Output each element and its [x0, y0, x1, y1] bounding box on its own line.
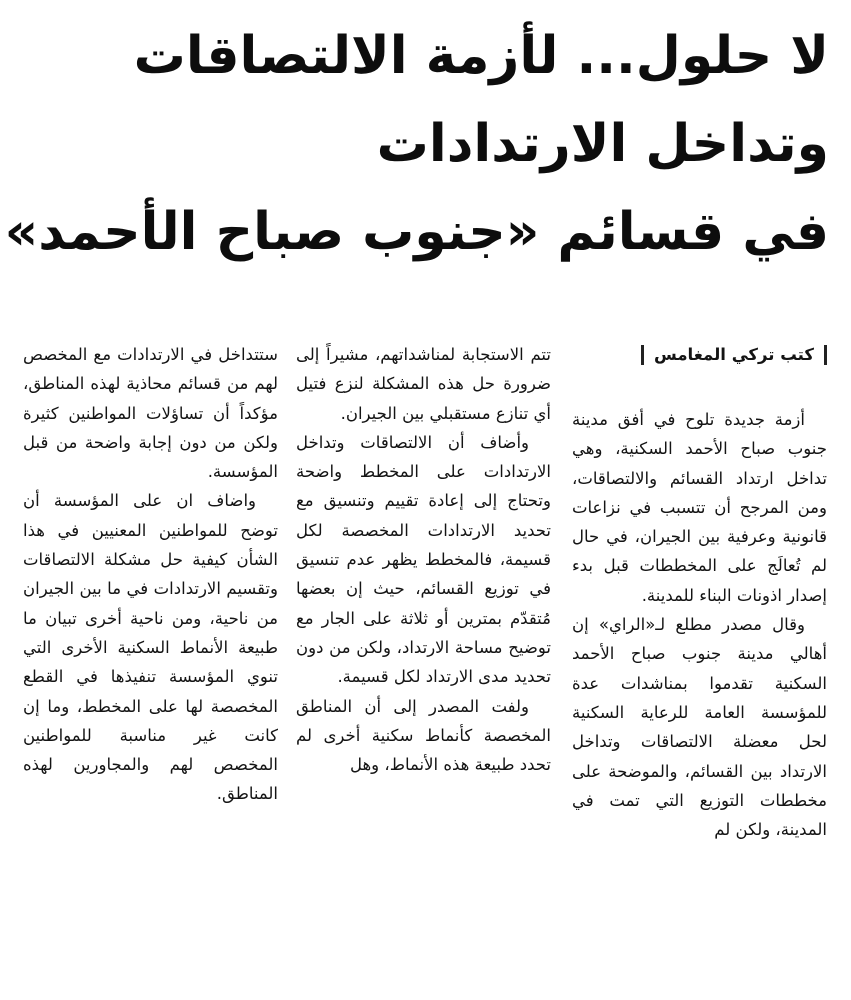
article-column-2	[296, 340, 551, 980]
article-column-3	[23, 340, 278, 980]
headline	[4, 12, 829, 276]
paragraph: تتم الاستجابة لمناشداتهم، مشيراً إلى ضرورة حل هذه المشكلة لنزع فتيل أي تنازع مستقبلي بين الجيران.	[296, 345, 551, 423]
paragraph: ستتداخل في الارتدادات مع المخصص لهم من قسائم محاذية لهذه المناطق، مؤكداً أن تساؤلات المواطنين كثيرة ولكن من دون إجابة واضحة من قبل المؤسسة.	[23, 345, 278, 482]
headline-line-3: في قسائم «جنوب صباح الأحمد»	[4, 202, 829, 262]
paragraph: واضاف ان على المؤسسة أن توضح للمواطنين المعنيين في هذا الشأن كيفية حل مشكلة الالتصاقات وتقسيم الارتدادات في ما بين الجيران من ناحية، ومن ناحية أخرى تبيان ما طبيعة الأنماط السكنية الأخرى التي تنوي المؤسسة تنفيذها في القطع المخصصة لها على المخطط، وما إن كانت غير مناسبة للمواطنين المخصص لهم والمجاورين لهذه المناطق.	[23, 491, 278, 804]
article-column-1	[572, 340, 827, 980]
headline-line-2: وتداخل الارتدادات	[376, 114, 829, 174]
byline-divider	[824, 345, 827, 365]
paragraph: وقال مصدر مطلع لـ«الراي» إن أهالي مدينة جنوب صباح الأحمد السكنية تقدموا بمناشدات عدة للمؤسسة العامة للرعاية السكنية لحل معضلة الالتصاقات وتداخل الارتداد بين القسائم، والموضحة على مخططات التوزيع التي تمت في المدينة، ولكن لم	[572, 615, 827, 840]
byline-divider	[641, 345, 644, 365]
paragraph: ولفت المصدر إلى أن المناطق المخصصة كأنماط سكنية أخرى لم تحدد طبيعة هذه الأنماط، وهل	[296, 696, 551, 775]
headline-line-1: لا حلول... لأزمة الالتصاقات	[133, 26, 829, 86]
byline	[572, 340, 827, 369]
paragraph: وأضاف أن الالتصاقات وتداخل الارتدادات على المخطط واضحة وتحتاج إلى إعادة تقييم وتنسيق مع تحديد الارتدادات المخصصة لكل قسيمة، فالمخطط يظهر عدم تنسيق في توزيع القسائم، حيث إن بعضها مُتقدّم بمترين أو ثلاثة على الجار مع توضيح مساحة الارتداد، ولكن من دون تحديد مدى الارتداد لكل قسيمة.	[296, 432, 551, 687]
byline-author: كتب تركي المغامس	[654, 344, 814, 364]
paragraph: أزمة جديدة تلوح في أفق مدينة جنوب صباح الأحمد السكنية، وهي تداخل ارتداد القسائم والالتصاقات، ومن المرجح أن تتسبب في نزاعات قانونية وعرفية بين الجيران، في حال لم تُعالَج على المخططات قبل بدء إصدار اذونات البناء للمدينة.	[572, 410, 827, 605]
article-body	[0, 340, 851, 985]
